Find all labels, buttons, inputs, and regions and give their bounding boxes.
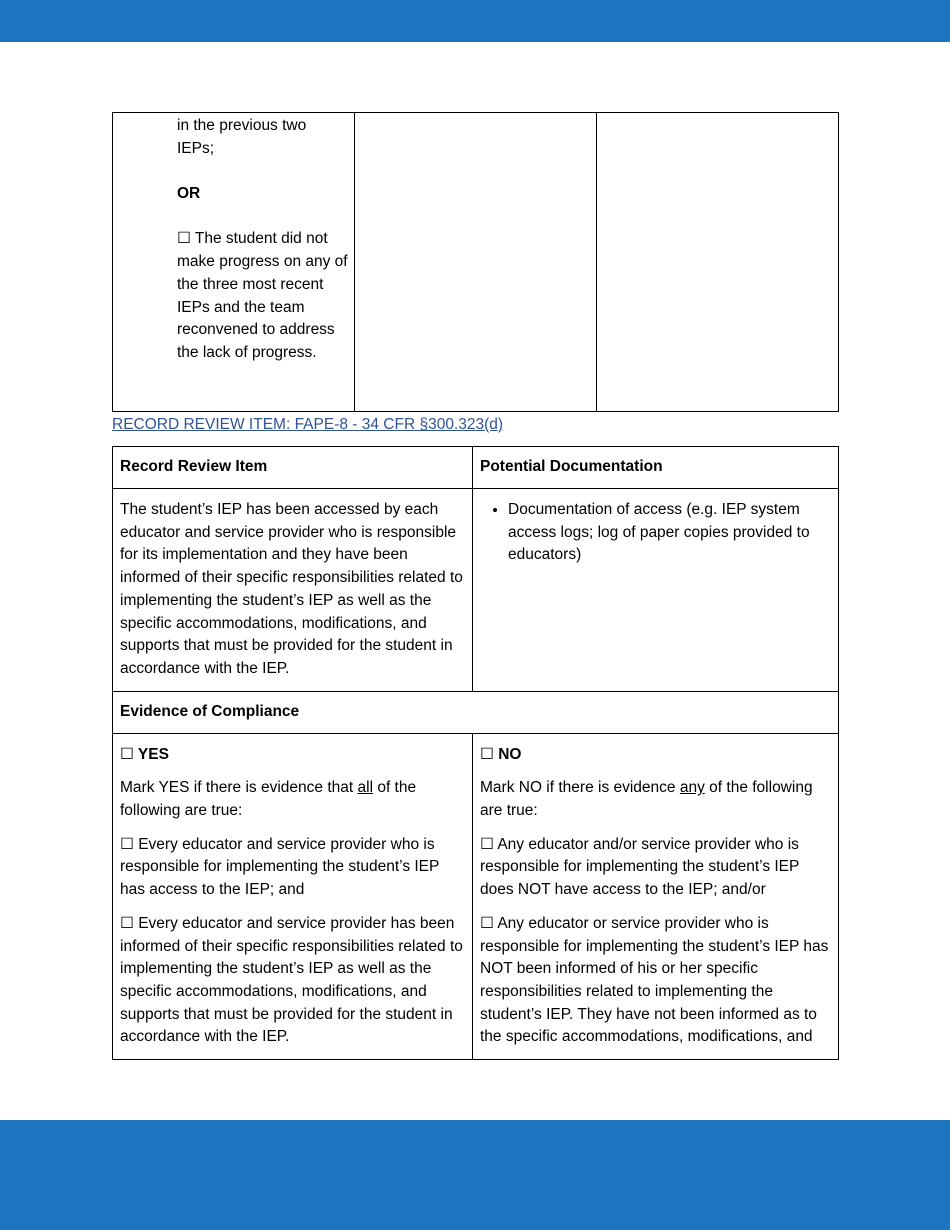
empty-cell bbox=[597, 113, 839, 412]
item-description: The student’s IEP has been accessed by each educator and service provider who is responsible for its implementation and they have been informed of their specific responsibilities related to implementing the student’s IEP as well as the specific accommodations, modifications, and supports that must be provided for the student in accordance with the IEP. bbox=[120, 501, 463, 677]
header-band bbox=[0, 0, 950, 42]
no-criterion-1[interactable]: ☐ Any educator and/or service provider who is responsible for implementing the student’s IEP does NOT have access to the IEP; and/or bbox=[480, 835, 800, 899]
record-review-link[interactable]: RECORD REVIEW ITEM: FAPE-8 - 34 CFR §300.323(d) bbox=[112, 416, 504, 433]
or-label: OR bbox=[177, 185, 201, 203]
header-record-review-item: Record Review Item bbox=[113, 447, 473, 489]
header-potential-documentation: Potential Documentation bbox=[473, 447, 839, 489]
no-criterion-2[interactable]: ☐ Any educator or service provider who is responsible for implementing the student’s IEP has NOT been informed of his or her specific responsibilities related to implementing the student’s IEP. They have not been informed as to the specific accommodations, modifications, and bbox=[480, 914, 829, 1046]
no-cell bbox=[473, 733, 839, 1059]
continued-line: IEPs; bbox=[177, 139, 215, 157]
checkbox-item[interactable]: ☐ The student did not make progress on any of the three most recent IEPs and the team reconvened to address the lack of progress. bbox=[177, 230, 348, 361]
yes-criterion-1[interactable]: ☐ Every educator and service provider who is responsible for implementing the student’s IEP has access to the IEP; and bbox=[120, 835, 440, 899]
continued-line: in the previous two bbox=[177, 117, 307, 134]
yes-checkbox[interactable]: ☐ YES bbox=[120, 745, 169, 763]
empty-cell bbox=[355, 113, 597, 412]
no-checkbox[interactable]: ☐ NO bbox=[480, 745, 522, 763]
footer-band bbox=[0, 1120, 950, 1230]
continued-cell bbox=[113, 113, 355, 412]
yes-criterion-2[interactable]: ☐ Every educator and service provider has been informed of their specific responsibilities related to implementing the student’s IEP as well as the specific accommodations, modifications, and supports that must be provided for the student in accordance with the IEP. bbox=[120, 914, 463, 1046]
yes-cell bbox=[113, 733, 473, 1059]
documentation-bullet: • Documentation of access (e.g. IEP system access logs; log of paper copies provided to educators) bbox=[508, 499, 831, 567]
documentation-cell bbox=[473, 489, 839, 692]
documentation-list bbox=[480, 499, 831, 567]
continued-table bbox=[112, 112, 839, 412]
yes-intro: Mark YES if there is evidence that all of the following are true: bbox=[120, 779, 417, 820]
no-intro: Mark NO if there is evidence any of the following are true: bbox=[480, 779, 813, 820]
record-review-table bbox=[112, 446, 839, 1060]
item-description-cell bbox=[113, 489, 473, 692]
evidence-of-compliance-header: Evidence of Compliance bbox=[113, 691, 839, 733]
